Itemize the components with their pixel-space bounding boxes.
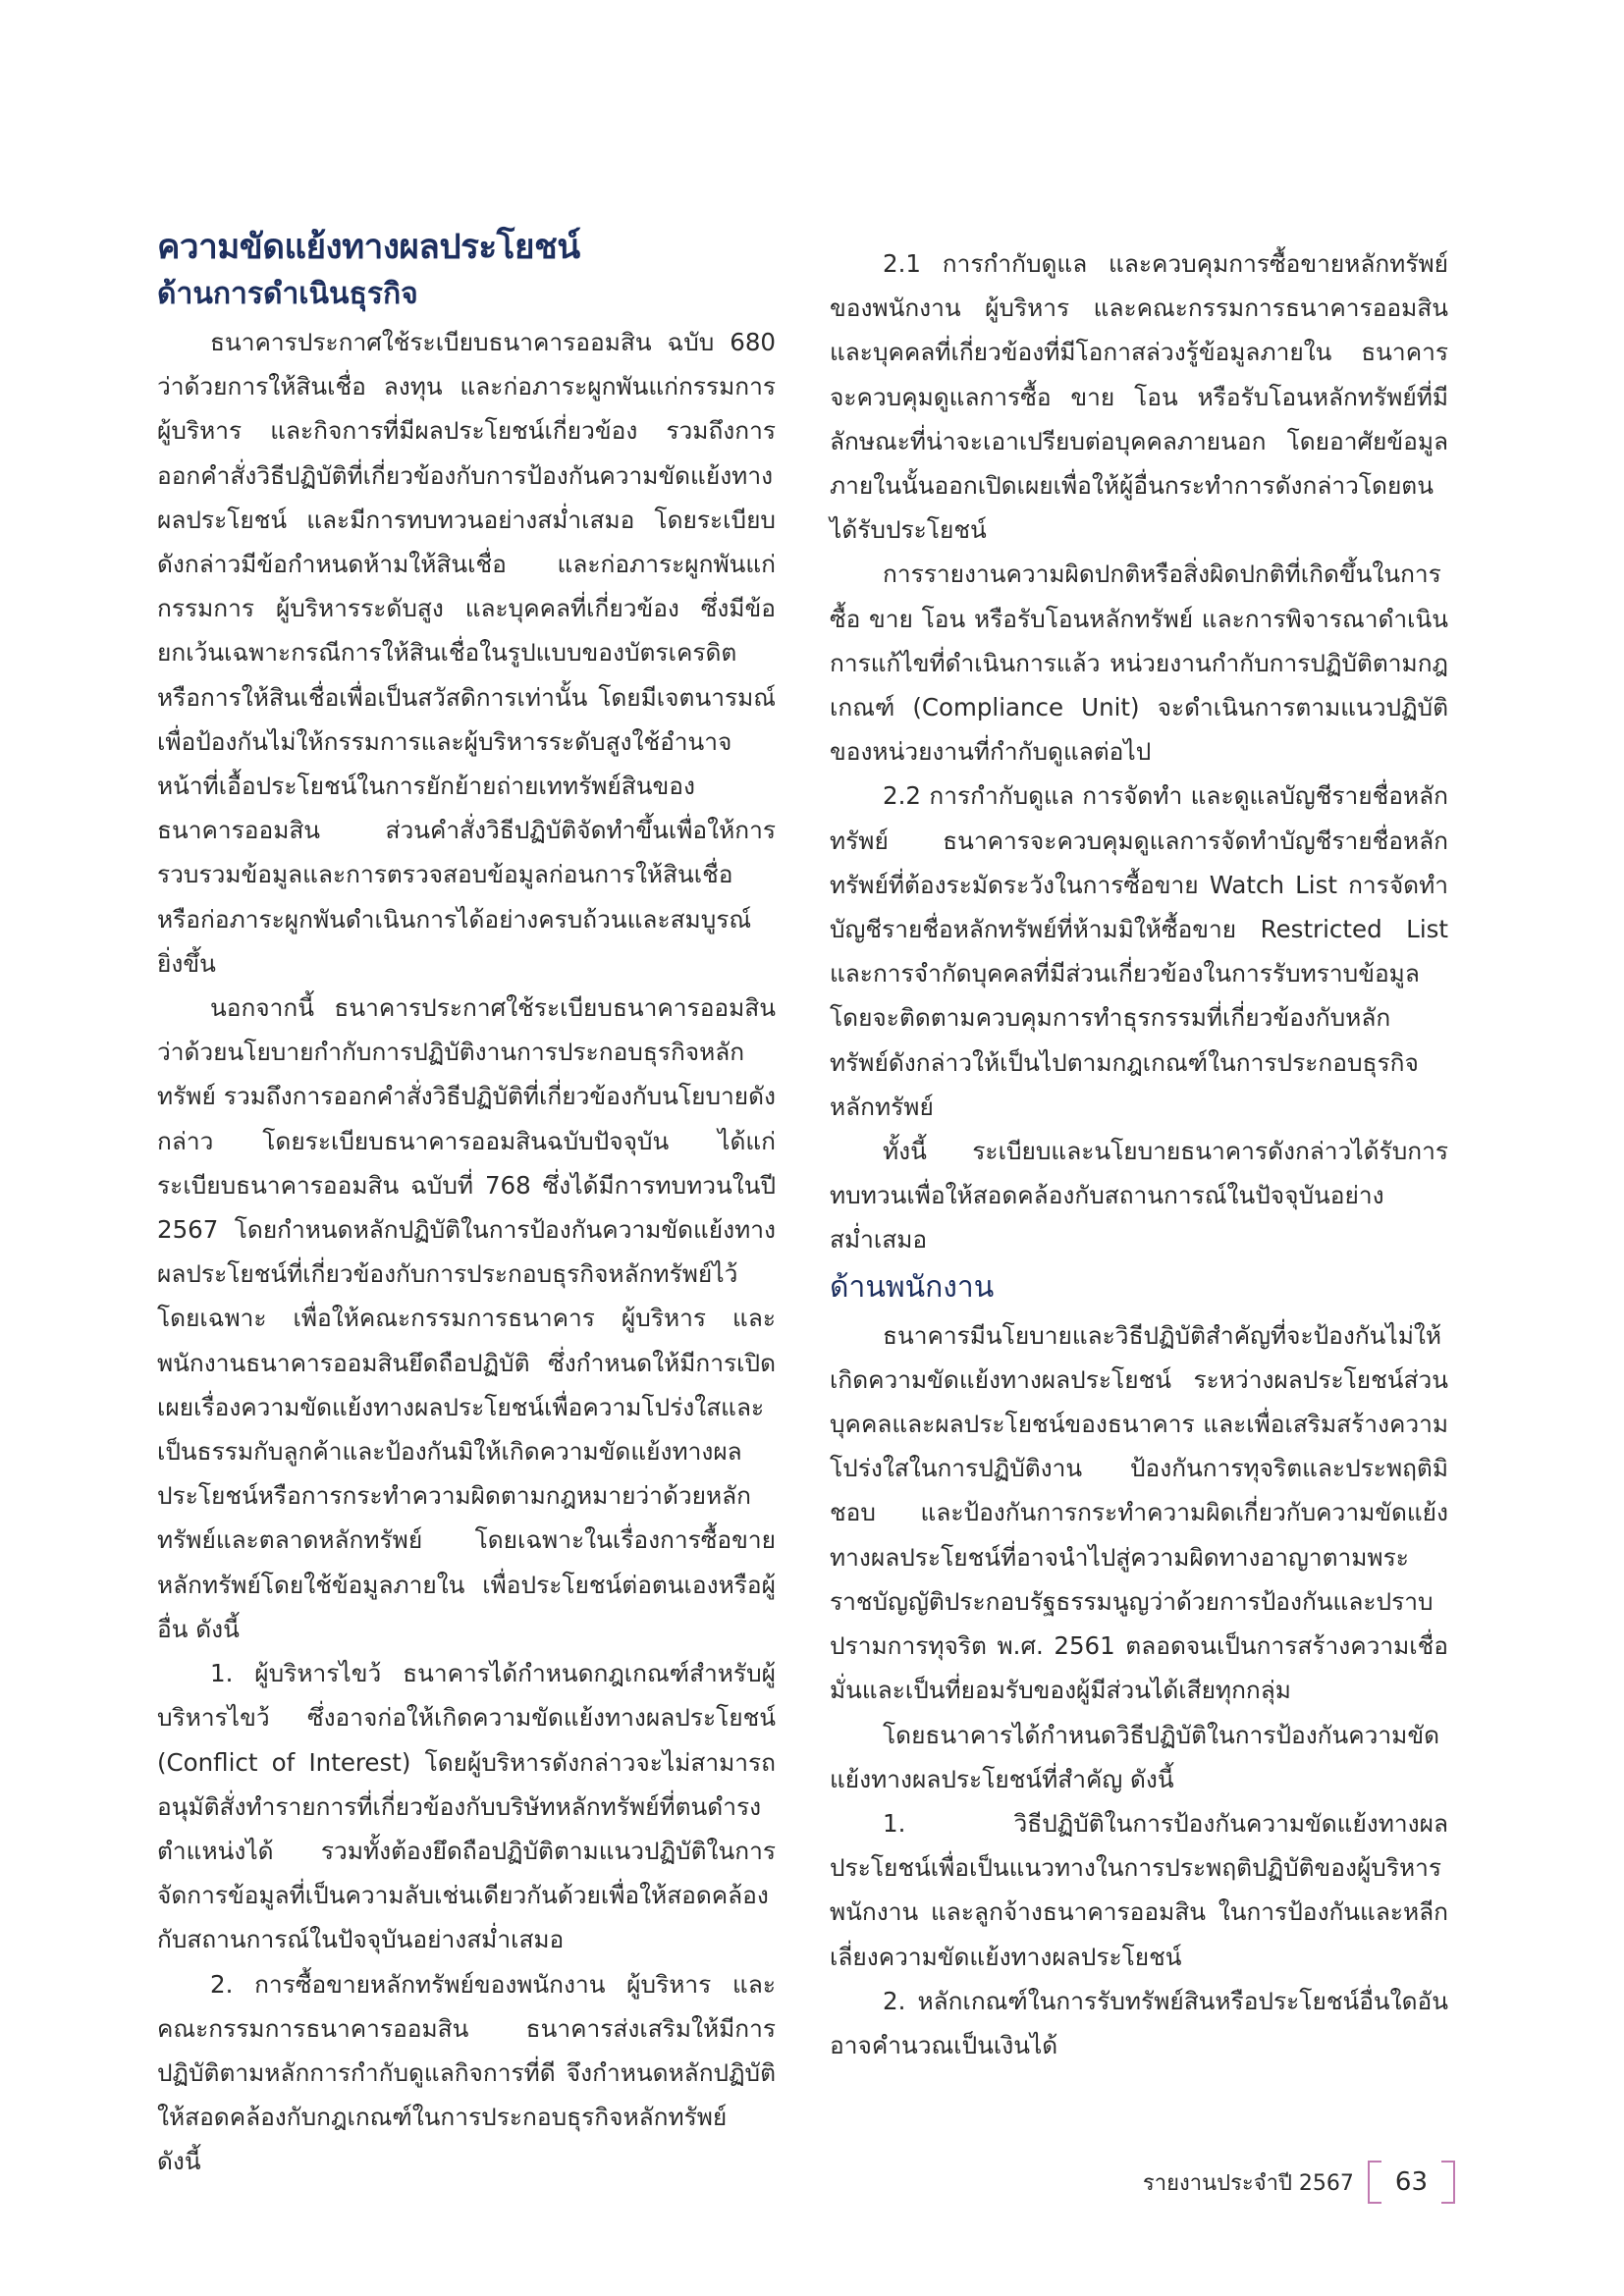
- paragraph: 1. ผู้บริหารไขว้ ธนาคารได้กำหนดกฎเกณฑ์สำหรับผู้บริหารไขว้ ซึ่งอาจก่อให้เกิดความขัดแย้งทางผลประโยชน์ (Conflict of Interest) โดยผู้บริหารดังกล่าวจะไม่สามารถอนุมัติสั่งทำรายการที่เกี่ยวข้องกับบริษัทหลักทรัพย์ที่ตนดำรงตำแหน่งได้ รวมทั้งต้องยึดถือปฏิบัติตามแนวปฏิบัติในการจัดการข้อมูลที่เป็นความลับเช่นเดียวกันด้วยเพื่อให้สอดคล้องกับสถานการณ์ในปัจจุบันอย่างสม่ำเสมอ: [157, 1659, 776, 1954]
- paragraph: 1. วิธีปฏิบัติในการป้องกันความขัดแย้งทางผลประโยชน์เพื่อเป็นแนวทางในการประพฤติปฏิบัติของผู้บริหาร พนักงาน และลูกจ้างธนาคารออมสิน ในการป้องกันและหลีกเลี่ยงความขัดแย้งทางผลประโยชน์: [830, 1808, 1448, 1971]
- right-column: [830, 241, 1448, 2067]
- paragraph: 2.2 การกำกับดูแล การจัดทำ และดูแลบัญชีรายชื่อหลักทรัพย์ ธนาคารจะควบคุมดูแลการจัดทำบัญชีรายชื่อหลักทรัพย์ที่ต้องระมัดระวังในการซื้อขาย Watch List การจัดทำบัญชีรายชื่อหลักทรัพย์ที่ห้ามมิให้ซื้อขาย Restricted List และการจำกัดบุคคลที่มีส่วนเกี่ยวข้องในการรับทราบข้อมูลโดยจะติดตามควบคุมการทำธุรกรรมที่เกี่ยวข้องกับหลักทรัพย์ดังกล่าวให้เป็นไปตามกฎเกณฑ์ในการประกอบธุรกิจหลักทรัพย์: [830, 781, 1448, 1121]
- paragraph: โดยธนาคารได้กำหนดวิธีปฏิบัติในการป้องกันความขัดแย้งทางผลประโยชน์ที่สำคัญ ดังนี้: [830, 1720, 1439, 1793]
- paragraph: การรายงานความผิดปกติหรือสิ่งผิดปกติที่เกิดขึ้นในการซื้อ ขาย โอน หรือรับโอนหลักทรัพย์ และการพิจารณาดำเนินการแก้ไขที่ดำเนินการแล้ว หน่วยงานกำกับการปฏิบัติตามกฎเกณฑ์ (Compliance Unit) จะดำเนินการตามแนวปฏิบัติของหน่วยงานที่กำกับดูแลต่อไป: [830, 560, 1448, 767]
- paragraph: 2. หลักเกณฑ์ในการรับทรัพย์สินหรือประโยชน์อื่นใดอันอาจคำนวณเป็นเงินได้: [830, 1986, 1448, 2059]
- page-title: ความขัดแย้งทางผลประโยชน์: [157, 228, 580, 267]
- page-footer: [1143, 2161, 1455, 2204]
- report-label: รายงานประจำปี 2567: [1142, 2170, 1354, 2196]
- bracket-left-icon: [1368, 2161, 1381, 2204]
- paragraph: ทั้งนี้ ระเบียบและนโยบายธนาคารดังกล่าวได้รับการทบทวนเพื่อให้สอดคล้องกับสถานการณ์ในปัจจุบันอย่างสม่ำเสมอ: [830, 1137, 1448, 1255]
- page-number: 63: [1394, 2167, 1428, 2197]
- paragraph: 2.1 การกำกับดูแล และควบคุมการซื้อขายหลักทรัพย์ของพนักงาน ผู้บริหาร และคณะกรรมการธนาคารออมสิน และบุคคลที่เกี่ยวข้องที่มีโอกาสล่วงรู้ข้อมูลภายใน ธนาคารจะควบคุมดูแลการซื้อ ขาย โอน หรือรับโอนหลักทรัพย์ที่มีลักษณะที่น่าจะเอาเปรียบต่อบุคคลภายนอก โดยอาศัยข้อมูลภายในนั้นออกเปิดเผยเพื่อให้ผู้อื่นกระทำการดังกล่าวโดยตนได้รับประโยชน์: [830, 249, 1448, 545]
- paragraph: นอกจากนี้ ธนาคารประกาศใช้ระเบียบธนาคารออมสินว่าด้วยนโยบายกำกับการปฏิบัติงานการประกอบธุรกิจหลักทรัพย์ รวมถึงการออกคำสั่งวิธีปฏิบัติที่เกี่ยวข้องกับนโยบายดังกล่าว โดยระเบียบธนาคารออมสินฉบับปัจจุบัน ได้แก่ ระเบียบธนาคารออมสิน ฉบับที่ 768 ซึ่งได้มีการทบทวนในปี 2567 โดยกำหนดหลักปฏิบัติในการป้องกันความขัดแย้งทางผลประโยชน์ที่เกี่ยวข้องกับการประกอบธุรกิจหลักทรัพย์ไว้โดยเฉพาะ เพื่อให้คณะกรรมการธนาคาร ผู้บริหาร และพนักงานธนาคารออมสินยึดถือปฏิบัติ ซึ่งกำหนดให้มีการเปิดเผยเรื่องความขัดแย้งทางผลประโยชน์เพื่อความโปร่งใสและเป็นธรรมกับลูกค้าและป้องกันมิให้เกิดความขัดแย้งทางผลประโยชน์หรือการกระทำความผิดตามกฎหมายว่าด้วยหลักทรัพย์และตลาดหลักทรัพย์ โดยเฉพาะในเรื่องการซื้อขายหลักทรัพย์โดยใช้ข้อมูลภายใน เพื่อประโยชน์ต่อตนเองหรือผู้อื่น ดังนี้: [157, 993, 776, 1643]
- section-heading-employees: ด้านพนักงาน: [830, 1269, 995, 1305]
- section-heading-business: ด้านการดำเนินธุรกิจ: [157, 277, 418, 311]
- paragraph: ธนาคารประกาศใช้ระเบียบธนาคารออมสิน ฉบับ 680 ว่าด้วยการให้สินเชื่อ ลงทุน และก่อภาระผูกพันแก่กรรมการ ผู้บริหาร และกิจการที่มีผลประโยชน์เกี่ยวข้อง รวมถึงการออกคำสั่งวิธีปฏิบัติที่เกี่ยวข้องกับการป้องกันความขัดแย้งทางผลประโยชน์ และมีการทบทวนอย่างสม่ำเสมอ โดยระเบียบดังกล่าวมีข้อกำหนดห้ามให้สินเชื่อ และก่อภาระผูกพันแก่กรรมการ ผู้บริหารระดับสูง และบุคคลที่เกี่ยวข้อง ซึ่งมีข้อยกเว้นเฉพาะกรณีการให้สินเชื่อในรูปแบบของบัตรเครดิต หรือการให้สินเชื่อเพื่อเป็นสวัสดิการเท่านั้น โดยมีเจตนารมณ์เพื่อป้องกันไม่ให้กรรมการและผู้บริหารระดับสูงใช้อำนาจหน้าที่เอื้อประโยชน์ในการยักย้ายถ่ายเททรัพย์สินของธนาคารออมสิน ส่วนคำสั่งวิธีปฏิบัติจัดทำขึ้นเพื่อให้การรวบรวมข้อมูลและการตรวจสอบข้อมูลก่อนการให้สินเชื่อหรือก่อภาระผูกพันดำเนินการได้อย่างครบถ้วนและสมบูรณ์ยิ่งขึ้น: [157, 328, 776, 978]
- paragraph: ธนาคารมีนโยบายและวิธีปฏิบัติสำคัญที่จะป้องกันไม่ให้เกิดความขัดแย้งทางผลประโยชน์ ระหว่างผลประโยชน์ส่วนบุคคลและผลประโยชน์ของธนาคาร และเพื่อเสริมสร้างความโปร่งใสในการปฏิบัติงาน ป้องกันการทุจริตและประพฤติมิชอบ และป้องกันการกระทำความผิดเกี่ยวกับความขัดแย้งทางผลประโยชน์ที่อาจนำไปสู่ความผิดทางอาญาตามพระราชบัญญัติประกอบรัฐธรรมนูญว่าด้วยการป้องกันและปราบปรามการทุจริต พ.ศ. 2561 ตลอดจนเป็นการสร้างความเชื่อมั่นและเป็นที่ยอมรับของผู้มีส่วนได้เสียทุกกลุ่ม: [830, 1320, 1448, 1705]
- paragraph: 2. การซื้อขายหลักทรัพย์ของพนักงาน ผู้บริหาร และคณะกรรมการธนาคารออมสิน ธนาคารส่งเสริมให้มีการปฏิบัติตามหลักการกำกับดูแลกิจการที่ดี จึงกำหนดหลักปฏิบัติให้สอดคล้องกับกฎเกณฑ์ในการประกอบธุรกิจหลักทรัพย์ ดังนี้: [157, 1969, 776, 2176]
- bracket-right-icon: [1441, 2161, 1455, 2204]
- left-column: [157, 224, 776, 2184]
